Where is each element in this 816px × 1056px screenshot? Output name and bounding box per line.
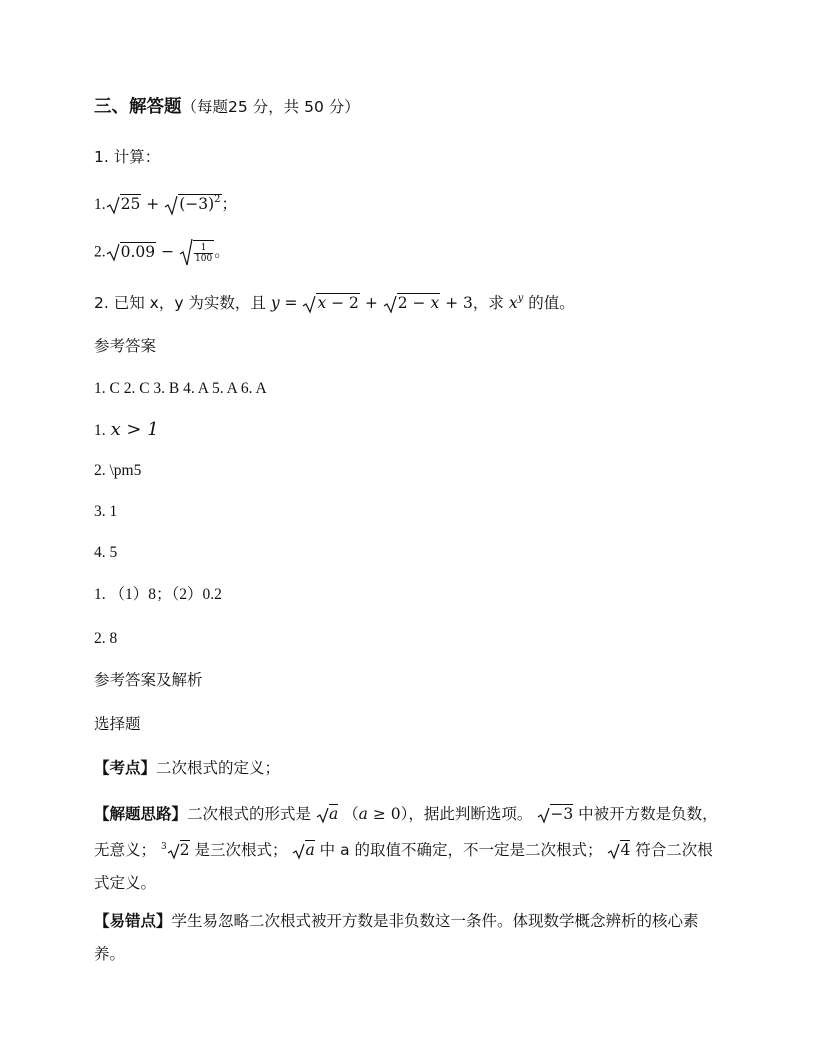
fill-answer-4: 4. 5 <box>94 544 118 561</box>
fill-answer-1 <box>94 419 159 442</box>
question-2-text-c: 的值。 <box>528 294 575 312</box>
fraction-denominator: 100 <box>195 254 213 264</box>
sqrt-sign-icon <box>302 294 316 314</box>
silu-text-3: 中被开方数是负数，无意义； <box>94 805 718 859</box>
question-2: 2. 已知 x，y 为实数，且 y = x − 2 + 2 − x + 3，求 $x^y$ 的值。 <box>94 293 575 312</box>
radicand-fraction <box>193 240 214 264</box>
silu-text-1: 二次根式的形式是 <box>187 805 312 823</box>
yicuo-label: 【易错点】 <box>94 912 172 930</box>
radicand-25: 25 <box>120 195 141 213</box>
fill-answer-3: 3. 1 <box>94 503 118 520</box>
sqrt-sign-icon <box>106 195 120 215</box>
reference-answers-label: 参考答案 <box>94 337 157 355</box>
fraction-numerator: 1 <box>194 243 213 254</box>
sqrt-sign-icon <box>316 806 329 824</box>
question-1-2: 2. 0.09 − $\frac{1}{100}$ 。 <box>94 237 230 267</box>
silu-text-5: 中 a 的取值不确定，不一定是二次根式； <box>319 841 603 859</box>
cube-root-sign-icon <box>167 842 180 860</box>
radicand-neg3: (−3) <box>179 195 215 213</box>
fill-answer-1-prefix: 1. <box>94 422 106 439</box>
section-title: 三、解答题 <box>94 97 182 117</box>
exponent-2: 2 <box>214 194 221 205</box>
fill-answer-2: 2. \pm5 <box>94 462 142 479</box>
question-1-1-end: ； <box>221 195 238 213</box>
solution-idea-paragraph: 【解题思路】二次根式的形式是 a （a ≥ 0），据此判断选项。 −3 中被开方数是负数，无意义； $^3$ 2 是三次根式； a 中 a 的取值不确定，不一定是二次根式； 4 符合二次根式定义。 <box>94 805 718 892</box>
question-1-2-end: 。 <box>214 242 230 261</box>
kaodian-text: 二次根式的定义； <box>156 759 281 777</box>
question-1-2-prefix: 2. <box>94 243 106 261</box>
sqrt-sign-icon <box>164 194 178 216</box>
silu-label: 【解题思路】 <box>94 805 188 823</box>
sqrt-sign-icon <box>179 237 193 267</box>
sqrt-sign-icon <box>537 806 550 824</box>
kaodian-label: 【考点】 <box>94 759 157 777</box>
analysis-label: 参考答案及解析 <box>94 671 203 689</box>
question-1-label: 1. 计算： <box>94 148 161 166</box>
choice-answers: 1. C 2. C 3. B 4. A 5. A 6. A <box>94 380 267 397</box>
kaodian-line <box>94 757 280 779</box>
silu-text-4: 是三次根式； <box>194 841 288 859</box>
fill-answer-1-formula: x > 1 <box>110 419 159 440</box>
sqrt-sign-icon <box>383 294 397 314</box>
fraction-1-over-100 <box>194 243 213 264</box>
common-mistake-paragraph <box>94 905 724 971</box>
choice-section-label: 选择题 <box>94 715 141 733</box>
radicand-neg3-sq <box>178 194 221 213</box>
silu-text-6: 符合二次根式定义。 <box>94 841 713 892</box>
question-2-text-a: 2. 已知 x，y 为实数，且 <box>94 294 266 312</box>
solve-answer-1: 1. （1）8；（2）0.2 <box>94 586 222 603</box>
solve-answer-2: 2. 8 <box>94 630 118 647</box>
section-heading <box>94 96 360 118</box>
question-1-1-prefix: 1. <box>94 196 106 213</box>
question-2-text-b: ，求 <box>472 294 504 312</box>
section-note: （每题25 分，共 50 分） <box>181 98 360 116</box>
sqrt-sign-icon <box>292 842 305 860</box>
yicuo-text: 学生易忽略二次根式被开方数是非负数这一条件。体现数学概念辨析的核心素养。 <box>94 912 699 963</box>
silu-text-2: ，据此判断选项。 <box>408 805 533 823</box>
radicand-0-09: 0.09 <box>120 242 156 261</box>
question-1-1: 1. $25 + (-3)^2$； <box>94 189 237 216</box>
sqrt-sign-icon <box>106 242 120 262</box>
sqrt-sign-icon <box>607 842 620 860</box>
